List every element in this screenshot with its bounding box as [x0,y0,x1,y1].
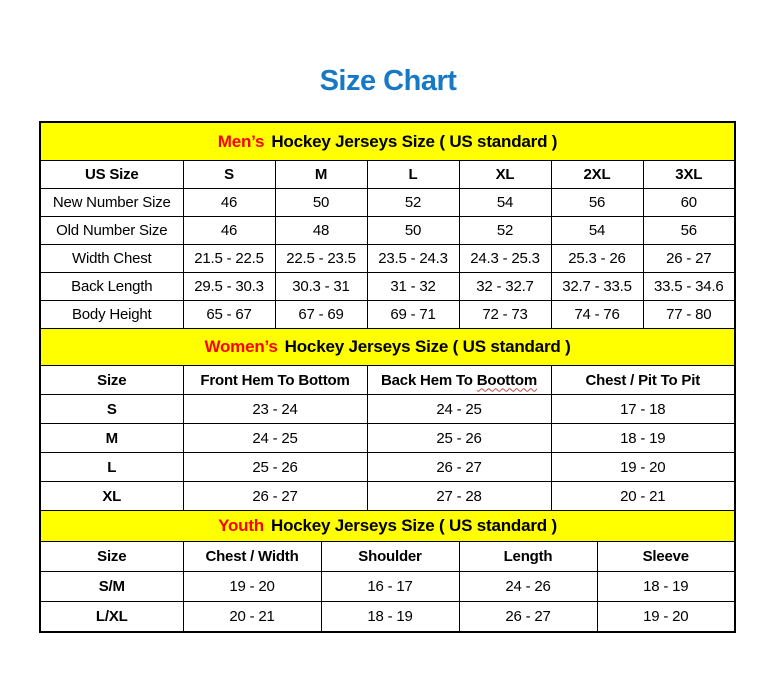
misspelled-word: Boottom [476,371,537,389]
table-cell: 26 - 27 [459,602,597,633]
table-cell: 25 - 26 [183,453,367,482]
womens-header-cell [367,366,551,395]
youth-data-row [40,572,735,602]
youth-banner-cell [40,511,735,542]
youth-header-row [40,542,735,572]
table-cell: 24 - 25 [367,395,551,424]
womens-header-text: Back Hem To [381,371,477,389]
womens-header-cell: Chest / Pit To Pit [551,366,735,395]
table-cell: 24 - 26 [459,572,597,602]
table-cell: 19 - 20 [183,572,321,602]
table-cell: 18 - 19 [597,572,735,602]
youth-header-cell: Length [459,542,597,572]
youth-data-row [40,602,735,633]
youth-header-cell: Sleeve [597,542,735,572]
table-cell: 19 - 20 [551,453,735,482]
table-cell: 65 - 67 [183,301,275,329]
mens-header-cell: L [367,161,459,189]
table-cell: 69 - 71 [367,301,459,329]
mens-row-label: Back Length [40,273,183,301]
table-cell: 74 - 76 [551,301,643,329]
youth-banner-text: Hockey Jerseys Size ( US standard ) [271,516,557,535]
table-cell: 60 [643,189,735,217]
table-cell: 54 [551,217,643,245]
table-cell: 17 - 18 [551,395,735,424]
table-cell: 46 [183,217,275,245]
table-cell: 23.5 - 24.3 [367,245,459,273]
womens-row-label: M [40,424,183,453]
table-cell: 25.3 - 26 [551,245,643,273]
table-cell: 24.3 - 25.3 [459,245,551,273]
mens-header-cell: 3XL [643,161,735,189]
table-cell: 48 [275,217,367,245]
womens-section-banner [40,329,735,366]
youth-banner-highlight: Youth [218,516,264,535]
table-cell: 26 - 27 [183,482,367,511]
table-cell: 23 - 24 [183,395,367,424]
mens-data-row [40,301,735,329]
mens-banner-cell [40,122,735,161]
youth-header-cell: Chest / Width [183,542,321,572]
mens-data-row [40,245,735,273]
page-title: Size Chart [319,65,457,97]
mens-banner-highlight: Men’s [217,131,265,151]
mens-section-banner [40,122,735,161]
mens-data-row [40,217,735,245]
mens-header-cell: S [183,161,275,189]
mens-row-label: Body Height [40,301,183,329]
womens-row-label: L [40,453,183,482]
womens-header-cell: Size [40,366,183,395]
mens-row-label: Old Number Size [40,217,183,245]
womens-header-row [40,366,735,395]
womens-data-row [40,424,735,453]
table-cell: 21.5 - 22.5 [183,245,275,273]
womens-data-row [40,395,735,424]
table-cell: 20 - 21 [183,602,321,633]
size-chart-table [39,121,736,633]
table-cell: 72 - 73 [459,301,551,329]
table-cell: 56 [551,189,643,217]
mens-header-cell: 2XL [551,161,643,189]
table-cell: 46 [183,189,275,217]
table-cell: 18 - 19 [551,424,735,453]
mens-banner-text: Hockey Jerseys Size ( US standard ) [271,131,558,151]
table-cell: 16 - 17 [321,572,459,602]
mens-header-cell: M [275,161,367,189]
table-cell: 18 - 19 [321,602,459,633]
youth-header-cell: Size [40,542,183,572]
table-cell: 32.7 - 33.5 [551,273,643,301]
mens-row-label: Width Chest [40,245,183,273]
mens-row-label: New Number Size [40,189,183,217]
womens-data-row [40,453,735,482]
table-cell: 52 [367,189,459,217]
table-cell: 31 - 32 [367,273,459,301]
mens-data-row [40,273,735,301]
womens-row-label: XL [40,482,183,511]
table-cell: 30.3 - 31 [275,273,367,301]
youth-header-cell: Shoulder [321,542,459,572]
womens-row-label: S [40,395,183,424]
table-cell: 32 - 32.7 [459,273,551,301]
table-cell: 50 [275,189,367,217]
table-cell: 20 - 21 [551,482,735,511]
table-cell: 26 - 27 [367,453,551,482]
table-cell: 56 [643,217,735,245]
table-cell: 67 - 69 [275,301,367,329]
table-cell: 24 - 25 [183,424,367,453]
womens-banner-cell [40,329,735,366]
table-cell: 33.5 - 34.6 [643,273,735,301]
table-cell: 52 [459,217,551,245]
table-cell: 77 - 80 [643,301,735,329]
womens-data-row [40,482,735,511]
womens-banner-highlight: Women’s [204,337,278,356]
youth-section-banner [40,511,735,542]
mens-header-cell: XL [459,161,551,189]
table-cell: 26 - 27 [643,245,735,273]
table-cell: 22.5 - 23.5 [275,245,367,273]
youth-row-label: L/XL [40,602,183,633]
table-cell: 50 [367,217,459,245]
mens-header-cell: US Size [40,161,183,189]
womens-banner-text: Hockey Jerseys Size ( US standard ) [284,337,571,356]
table-cell: 29.5 - 30.3 [183,273,275,301]
mens-data-row [40,189,735,217]
table-cell: 25 - 26 [367,424,551,453]
table-cell: 54 [459,189,551,217]
table-cell: 27 - 28 [367,482,551,511]
youth-row-label: S/M [40,572,183,602]
womens-header-cell: Front Hem To Bottom [183,366,367,395]
table-cell: 19 - 20 [597,602,735,633]
mens-header-row [40,161,735,189]
